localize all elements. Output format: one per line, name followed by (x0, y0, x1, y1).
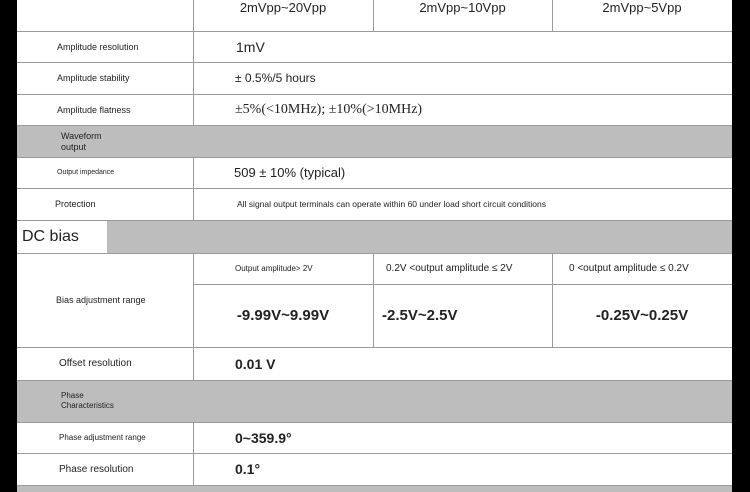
phase-resolution-value: 0.1° (235, 461, 261, 477)
amplitude-resolution-label: Amplitude resolution (57, 41, 139, 52)
phase-adjustment-value: 0~359.9° (235, 429, 292, 446)
amplitude-stability-value: ± 0.5%/5 hours (235, 71, 316, 85)
amplitude-stability-label: Amplitude stability (57, 73, 130, 83)
offset-resolution-value: 0.01 V (235, 355, 276, 372)
spec-table (17, 0, 732, 492)
section-bar-bottom (17, 485, 732, 492)
bias-col2-header: 0.2V <output amplitude ≤ 2V (386, 263, 513, 274)
phase-characteristics-title: Phase Characteristics (61, 391, 114, 410)
section-bar-dc-bias (17, 221, 732, 253)
amplitude-flatness-value: ±5%(<10MHz); ±10%(>10MHz) (235, 101, 423, 117)
section-bar-waveform (17, 126, 732, 157)
offset-resolution-label: Offset resolution (59, 358, 132, 369)
output-impedance-label: Output impedance (57, 169, 115, 176)
protection-label: Protection (55, 199, 96, 209)
bias-col2-value: -2.5V~2.5V (382, 307, 458, 324)
grid-line (17, 485, 732, 486)
amplitude-range-col2: 2mVpp~10Vpp (419, 0, 506, 15)
phase-adjustment-label: Phase adjustment range (59, 433, 146, 442)
output-impedance-value: 509 ± 10% (typical) (234, 165, 346, 180)
bias-col3-value: -0.25V~0.25V (595, 307, 689, 324)
amplitude-range-col3: 2mVpp~5Vpp (602, 0, 682, 15)
bias-col3-header: 0 <output amplitude ≤ 0.2V (569, 263, 689, 274)
phase-resolution-label: Phase resolution (59, 463, 134, 475)
protection-value: All signal output terminals can operate within 60 under load short circuit conditions (237, 199, 547, 209)
grid-line (17, 125, 732, 126)
grid-line (17, 220, 732, 221)
waveform-output-title: Waveform output (61, 130, 102, 152)
dc-bias-title: DC bias (17, 221, 107, 253)
amplitude-flatness-label: Amplitude flatness (57, 104, 131, 115)
bias-adjustment-label: Bias adjustment range (56, 295, 146, 305)
bias-col1-header: Output amplitude> 2V (235, 264, 313, 273)
amplitude-range-col1: 2mVpp~20Vpp (239, 0, 327, 15)
amplitude-resolution-value: 1mV (236, 38, 265, 55)
bias-col1-value: -9.99V~9.99V (236, 307, 330, 324)
